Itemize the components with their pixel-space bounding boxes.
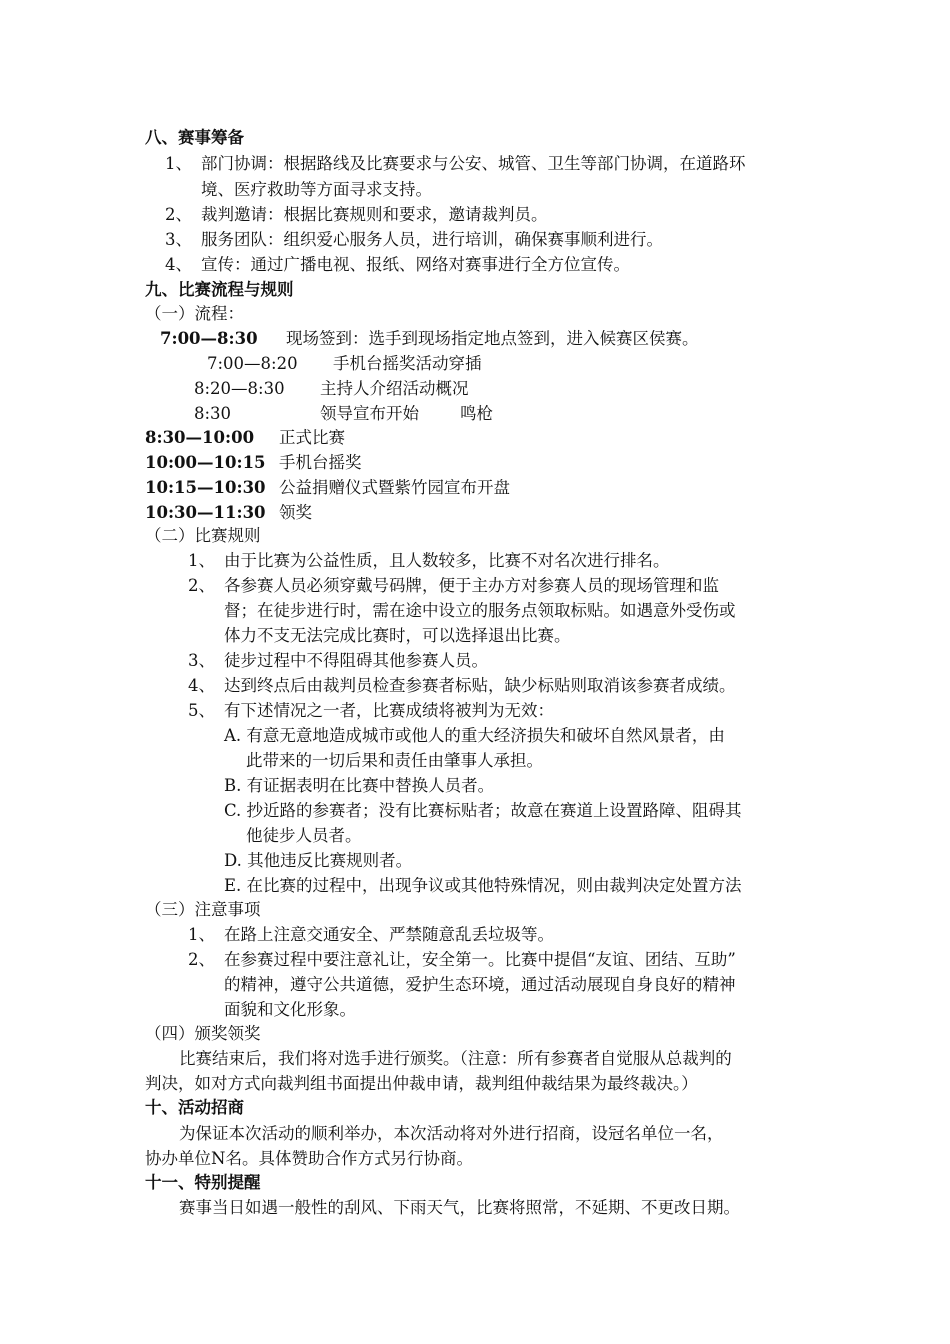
prep-item-2 — [165, 202, 548, 228]
subsection-notes-title: （三）注意事项 — [145, 900, 261, 919]
award-paragraph-line-1: 比赛结束后，我们将对选手进行颁奖。（注意：所有参赛者自觉服从总裁判的 — [179, 1049, 732, 1068]
prep-item-2-text: 裁判邀请：根据比赛规则和要求，邀请裁判员。 — [201, 205, 548, 224]
prep-item-4-num: 4、 — [165, 255, 192, 274]
schedule-row-5 — [145, 425, 345, 451]
schedule-row-2 — [207, 351, 482, 377]
note-text: 在路上注意交通安全、严禁随意乱丢垃圾等。 — [224, 925, 554, 944]
sponsor-paragraph-line-2: 协办单位N名。具体赞助合作方式另行协商。 — [145, 1149, 473, 1168]
invalid-item-b: B. 有证据表明在比赛中替换人员者。 — [224, 776, 495, 795]
rule-num: 5、 — [188, 701, 215, 720]
schedule-row-1 — [160, 326, 699, 352]
note-num: 1、 — [188, 925, 215, 944]
prep-item-2-num: 2、 — [165, 205, 192, 224]
schedule-time: 10:30—11:30 — [145, 503, 266, 522]
prep-item-3-num: 3、 — [165, 230, 192, 249]
schedule-time: 8:30 — [194, 404, 232, 423]
schedule-desc: 领奖 — [279, 503, 312, 522]
prep-item-1-cont: 境、医疗救助等方面寻求支持。 — [201, 180, 432, 199]
schedule-row-7 — [145, 475, 510, 501]
rule-item-2-cont-2: 体力不支无法完成比赛时，可以选择退出比赛。 — [224, 626, 571, 645]
invalid-item-e: E. 在比赛的过程中，出现争议或其他特殊情况，则由裁判决定处置方法 — [224, 876, 742, 895]
section-8-title: 八、赛事筹备 — [145, 128, 244, 147]
subsection-award-title: （四）颁奖领奖 — [145, 1024, 261, 1043]
rule-item-4 — [188, 673, 736, 699]
rule-item-5 — [188, 698, 554, 724]
schedule-row-3 — [194, 376, 469, 402]
note-item-2-cont-1: 的精神，遵守公共道德，爱护生态环境，通过活动展现自身良好的精神 — [224, 975, 736, 994]
prep-item-3-text: 服务团队：组织爱心服务人员，进行培训，确保赛事顺利进行。 — [201, 230, 663, 249]
schedule-time: 10:00—10:15 — [145, 453, 266, 472]
schedule-desc: 现场签到：选手到现场指定地点签到，进入候赛区侯赛。 — [286, 329, 699, 348]
rule-num: 1、 — [188, 551, 215, 570]
rule-item-3 — [188, 648, 488, 674]
schedule-desc: 领导宣布开始 — [320, 404, 419, 423]
section-9-title: 九、比赛流程与规则 — [145, 280, 294, 299]
schedule-time: 10:15—10:30 — [145, 478, 266, 497]
sponsor-paragraph-line-1: 为保证本次活动的顺利举办，本次活动将对外进行招商，设冠名单位一名， — [179, 1124, 724, 1143]
schedule-desc: 手机台摇奖 — [279, 453, 362, 472]
schedule-time: 8:20—8:30 — [194, 379, 285, 398]
schedule-time: 8:30—10:00 — [145, 428, 255, 447]
schedule-extra: 鸣枪 — [460, 404, 493, 423]
schedule-desc: 公益捐赠仪式暨紫竹园宣布开盘 — [279, 478, 510, 497]
rule-num: 2、 — [188, 576, 215, 595]
subsection-rules-title: （二）比赛规则 — [145, 526, 261, 545]
note-num: 2、 — [188, 950, 215, 969]
schedule-time: 7:00—8:20 — [207, 354, 298, 373]
note-text: 在参赛过程中要注意礼让，安全第一。比赛中提倡“友谊、团结、互助” — [224, 950, 736, 969]
rule-item-2 — [188, 573, 719, 599]
subsection-flow-title: （一）流程： — [145, 304, 244, 323]
schedule-time: 7:00—8:30 — [160, 329, 258, 348]
note-item-2-cont-2: 面貌和文化形象。 — [224, 1000, 356, 1019]
invalid-item-a: A. 有意无意地造成城市或他人的重大经济损失和破坏自然风景者，由 — [224, 726, 725, 745]
prep-item-1 — [165, 151, 746, 177]
prep-item-1-text: 部门协调：根据路线及比赛要求与公安、城管、卫生等部门协调，在道路环 — [201, 154, 746, 173]
rule-item-2-cont-1: 督；在徒步进行时，需在途中设立的服务点领取标贴。如遇意外受伤或 — [224, 601, 736, 620]
schedule-desc: 正式比赛 — [279, 428, 345, 447]
note-item-1 — [188, 922, 554, 948]
rule-text: 徒步过程中不得阻碍其他参赛人员。 — [224, 651, 488, 670]
rule-item-1 — [188, 548, 670, 574]
rule-text: 由于比赛为公益性质，且人数较多，比赛不对名次进行排名。 — [224, 551, 670, 570]
schedule-desc: 手机台摇奖活动穿插 — [333, 354, 482, 373]
invalid-item-c-cont: 他徒步人员者。 — [246, 826, 362, 845]
section-10-title: 十、活动招商 — [145, 1098, 244, 1117]
schedule-row-4 — [194, 401, 493, 427]
rule-text: 各参赛人员必须穿戴号码牌，便于主办方对参赛人员的现场管理和监 — [224, 576, 719, 595]
schedule-row-6 — [145, 450, 362, 476]
note-item-2 — [188, 947, 736, 973]
invalid-item-a-cont: 此带来的一切后果和责任由肇事人承担。 — [246, 751, 543, 770]
rule-text: 达到终点后由裁判员检查参赛者标贴，缺少标贴则取消该参赛者成绩。 — [224, 676, 736, 695]
rule-num: 4、 — [188, 676, 215, 695]
schedule-desc: 主持人介绍活动概况 — [320, 379, 469, 398]
section-11-title: 十一、特别提醒 — [145, 1173, 261, 1192]
reminder-paragraph: 赛事当日如遇一般性的刮风、下雨天气，比赛将照常，不延期、不更改日期。 — [179, 1198, 740, 1217]
invalid-item-c: C. 抄近路的参赛者；没有比赛标贴者；故意在赛道上设置路障、阻碍其 — [224, 801, 742, 820]
rule-num: 3、 — [188, 651, 215, 670]
prep-item-4 — [165, 252, 630, 278]
rule-text: 有下述情况之一者，比赛成绩将被判为无效： — [224, 701, 554, 720]
prep-item-1-num: 1、 — [165, 154, 192, 173]
award-paragraph-line-2: 判决，如对方式向裁判组书面提出仲裁申请，裁判组仲裁结果为最终裁决。） — [145, 1074, 698, 1093]
prep-item-3 — [165, 227, 663, 253]
invalid-item-d: D. 其他违反比赛规则者。 — [224, 851, 413, 870]
prep-item-4-text: 宣传：通过广播电视、报纸、网络对赛事进行全方位宣传。 — [201, 255, 630, 274]
